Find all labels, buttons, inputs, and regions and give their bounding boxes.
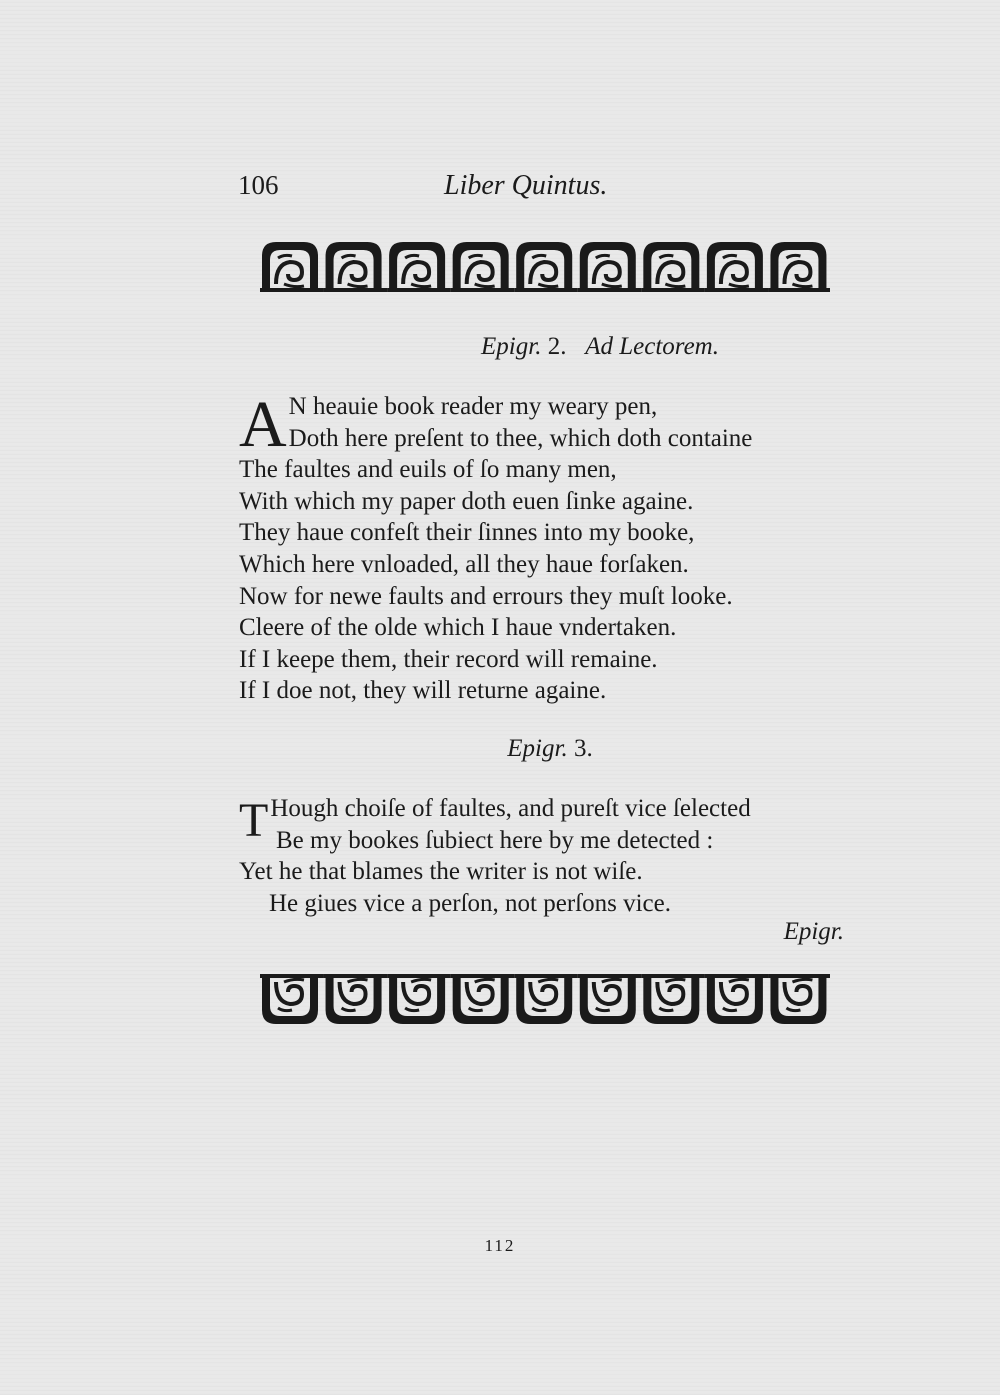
epigram-2-heading [100, 333, 1000, 361]
poem-line: If I keepe them, their record will remaine. [239, 645, 658, 673]
scroll-ornament-icon [258, 970, 830, 1032]
page-number: 106 [238, 170, 279, 200]
poem-line: With which my paper doth euen ſinke againe. [239, 487, 694, 515]
epigram-3-drop-cap: T [239, 794, 269, 847]
poem-line: Be my bookes ſubiect here by me detected : [276, 826, 714, 854]
epigram-3-number: 3. [573, 735, 593, 762]
epigram-2-title: Ad Lectorem. [585, 333, 719, 360]
poem-line: Now for newe faults and errours they muſt looke. [239, 582, 733, 610]
epigram-2-number: 2. [547, 333, 567, 360]
signature-mark: 112 [484, 1236, 516, 1255]
poem-line: If I doe not, they will returne againe. [239, 677, 607, 705]
poem-line: Which here vnloaded, all they haue forſaken. [239, 550, 689, 578]
poem-line: The faultes and euils of ſo many men, [239, 456, 617, 484]
epigram-3-label: Epigr. [507, 735, 568, 762]
running-title: Liber Quintus. [444, 170, 608, 201]
catchword: Epigr. [783, 918, 844, 945]
poem-line: Yet he that blames the writer is not wiſe. [239, 858, 643, 886]
epigram-2-label: Epigr. [481, 333, 542, 360]
epigram-3-poem [239, 793, 751, 919]
scroll-ornament-icon [258, 234, 830, 296]
poem-line: Doth here preſent to thee, which doth containe [288, 424, 753, 452]
running-head [238, 170, 844, 210]
top-ornament-band [258, 234, 830, 296]
poem-line: Hough choiſe of faultes, and pureſt vice ſelected [270, 795, 751, 822]
epigram-3-heading [50, 735, 1000, 763]
poem-line: N heauie book reader my weary pen, [288, 393, 658, 420]
epigram-2-drop-cap: A [239, 388, 287, 461]
bottom-ornament-band [258, 970, 830, 1032]
epigram-2-poem [239, 388, 753, 707]
poem-line: Cleere of the olde which I haue vndertaken. [239, 614, 677, 642]
poem-line: He giues vice a perſon, not perſons vice. [269, 889, 671, 917]
poem-line: They haue confeſt their ſinnes into my booke, [239, 519, 695, 547]
